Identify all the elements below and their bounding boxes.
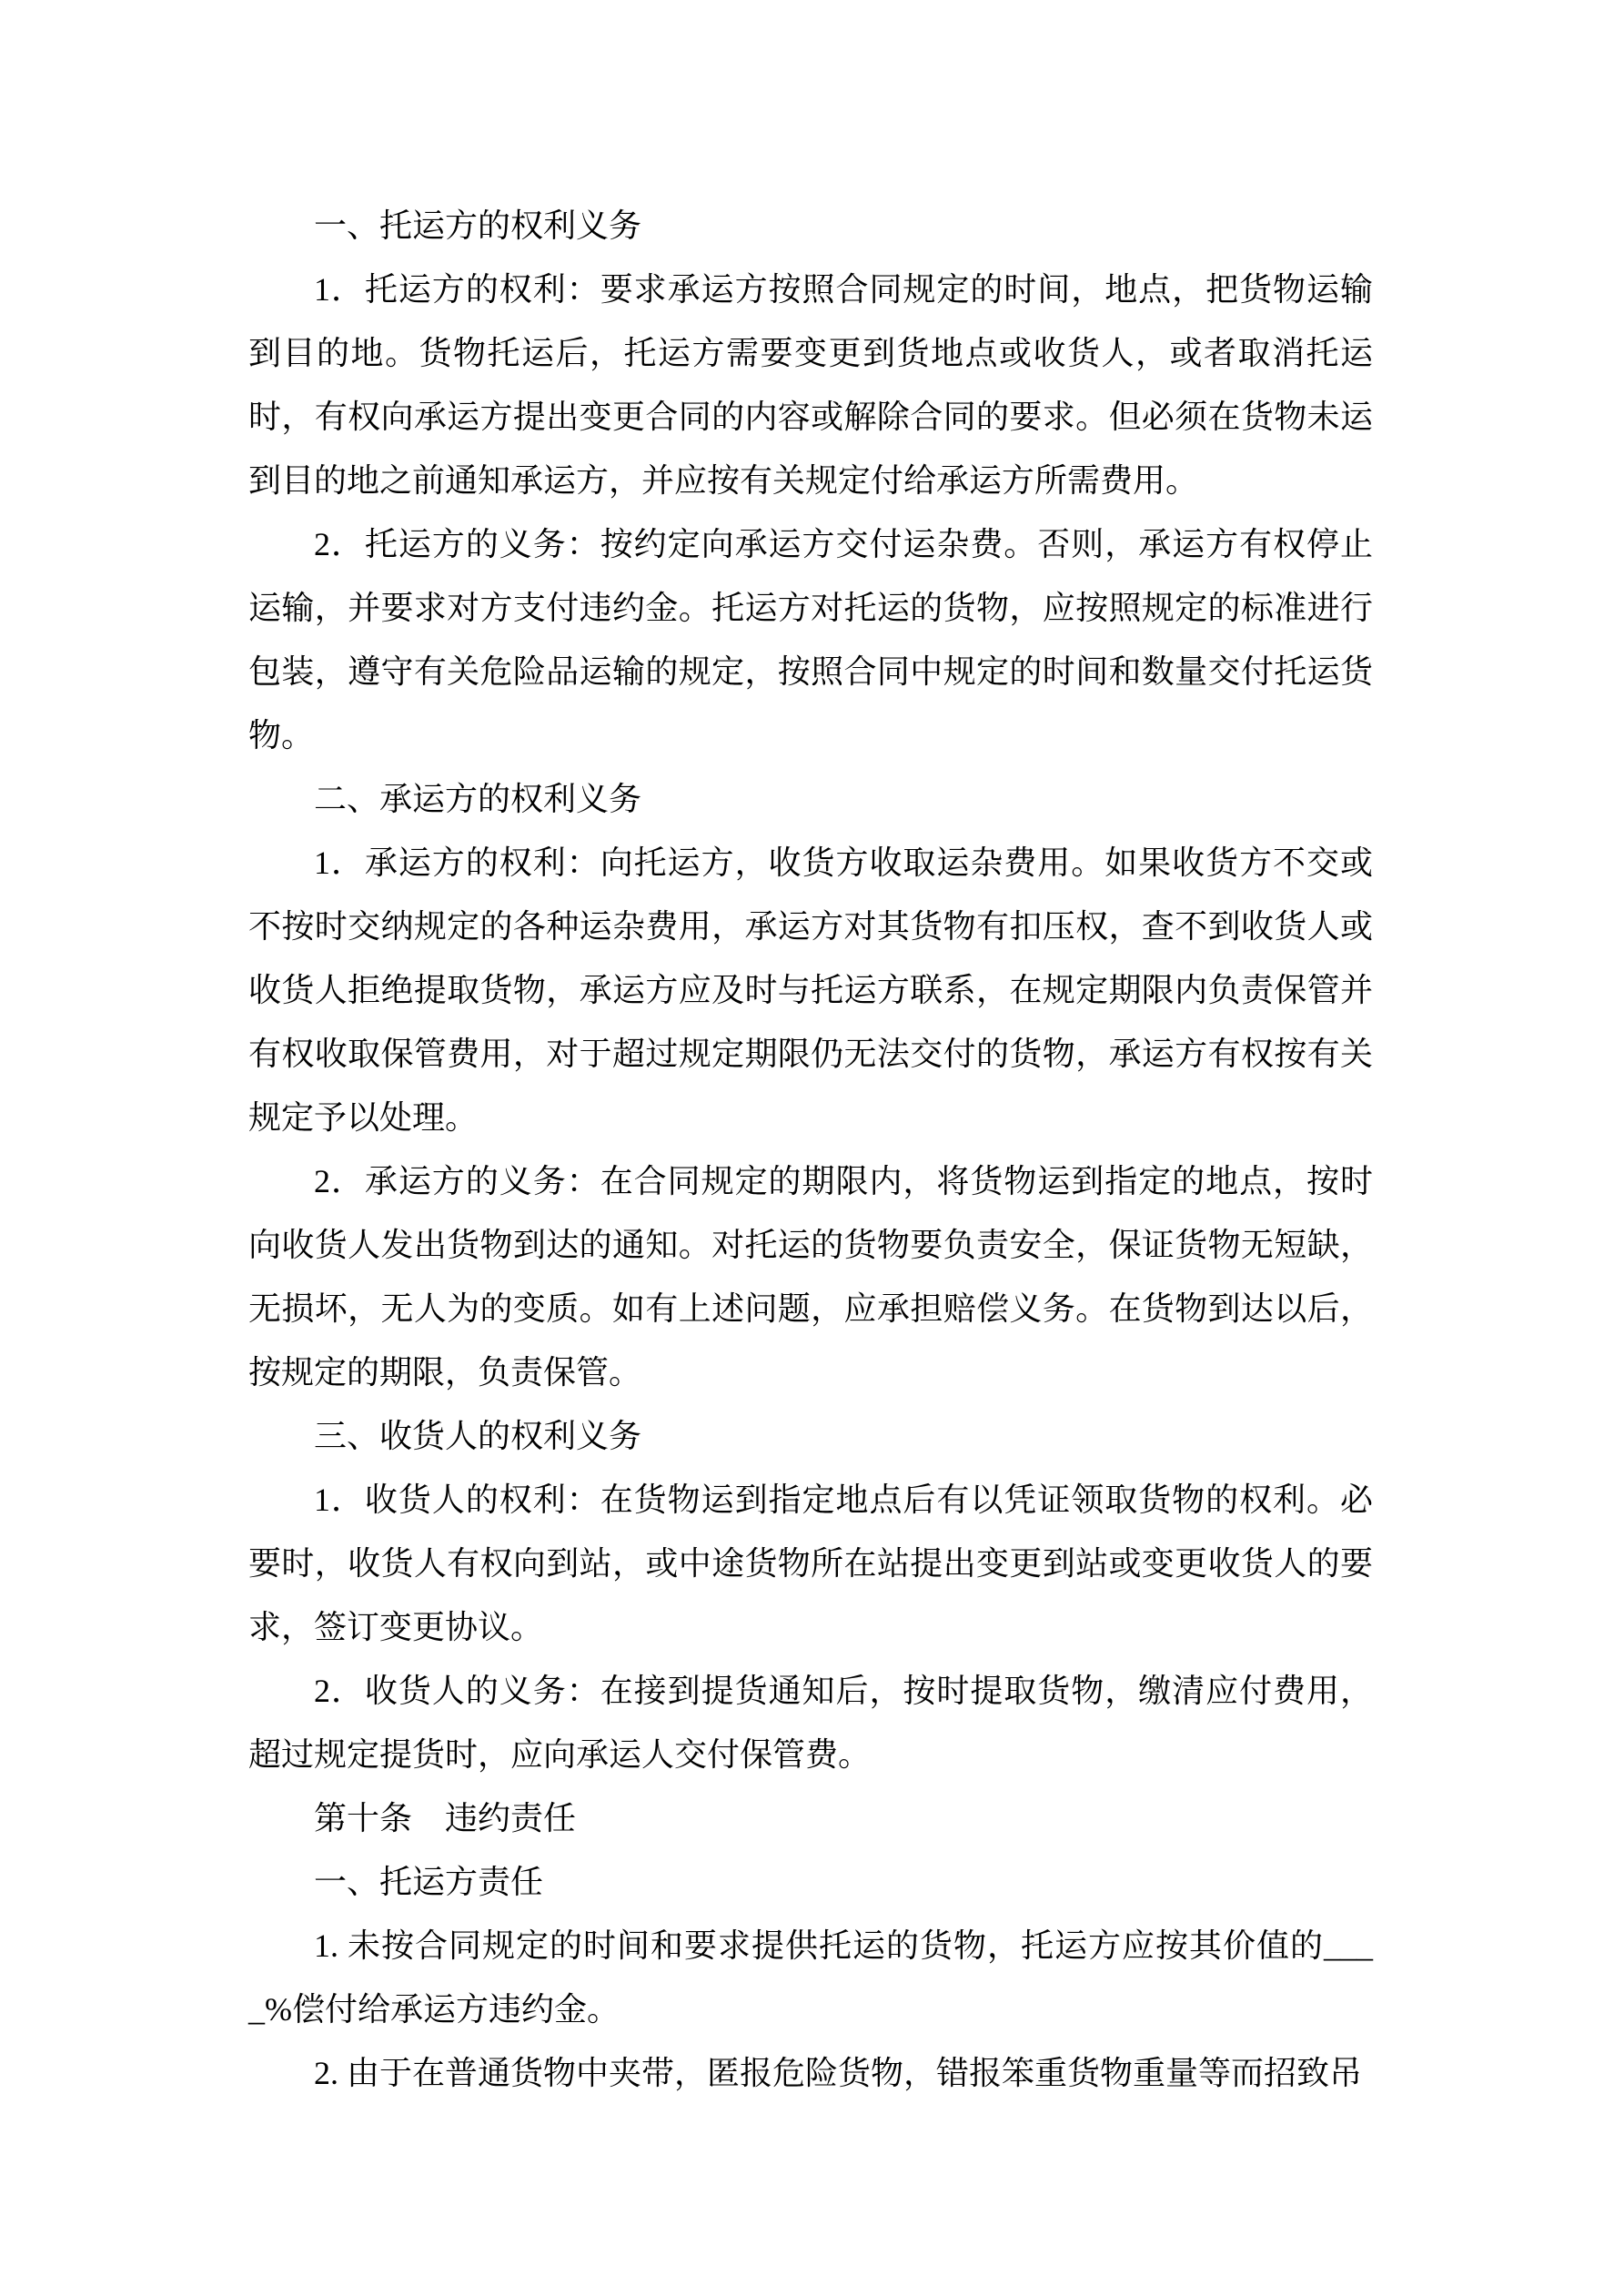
para-carrier-rights: 1．承运方的权利：向托运方，收货方收取运杂费用。如果收货方不交或不按时交纳规定的各种运杂费用，承运方对其货物有扣压权，查不到收货人或收货人拒绝提取货物，承运方应及时与托运方联系，在规定期限内负责保管并有权收取保管费用，对于超过规定期限仍无法交付的货物，承运方有权按有关规定予以处理。: [248, 845, 1373, 1136]
para-carrier-obligations: 2．承运方的义务：在合同规定的期限内，将货物运到指定的地点，按时向收货人发出货物到达的通知。对托运的货物要负责安全，保证货物无短缺，无损坏，无人为的变质。如有上述问题，应承担赔偿义务。在货物到达以后，按规定的期限，负责保管。: [248, 1163, 1373, 1391]
heading-carrier-rights-obligations: 二、承运方的权利义务: [314, 781, 642, 817]
para-shipper-rights: 1．托运方的权利：要求承运方按照合同规定的时间，地点，把货物运输到目的地。货物托运后，托运方需要变更到货地点或收货人，或者取消托运时，有权向承运方提出变更合同的内容或解除合同的要求。但必须在货物未运到目的地之前通知承运方，并应按有关规定付给承运方所需费用。: [248, 271, 1373, 499]
para-consignee-rights: 1．收货人的权利：在货物运到指定地点后有以凭证领取货物的权利。必要时，收货人有权向到站，或中途货物所在站提出变更到站或变更收货人的要求，签订变更协议。: [248, 1482, 1373, 1645]
contract-text-block: [248, 194, 1373, 2105]
para-shipper-liability-1: 1. 未按合同规定的时间和要求提供托运的货物，托运方应按其价值的____%偿付给承运方违约金。: [248, 1927, 1373, 2028]
para-consignee-obligations: 2．收货人的义务：在接到提货通知后，按时提取货物，缴清应付费用，超过规定提货时，应向承运人交付保管费。: [248, 1673, 1373, 1773]
heading-shipper-rights-obligations: 一、托运方的权利义务: [314, 207, 642, 244]
para-shipper-liability-2: 2. 由于在普通货物中夹带，匿报危险货物，错报笨重货物重量等而招致吊: [314, 2055, 1363, 2091]
heading-article-ten-breach-liability: 第十条 违约责任: [314, 1800, 577, 1836]
heading-shipper-liability: 一、托运方责任: [314, 1864, 544, 1900]
heading-consignee-rights-obligations: 三、收货人的权利义务: [314, 1418, 642, 1454]
para-shipper-obligations: 2．托运方的义务：按约定向承运方交付运杂费。否则，承运方有权停止运输，并要求对方支付违约金。托运方对托运的货物，应按照规定的标准进行包装，遵守有关危险品运输的规定，按照合同中规定的时间和数量交付托运货物。: [248, 526, 1373, 754]
